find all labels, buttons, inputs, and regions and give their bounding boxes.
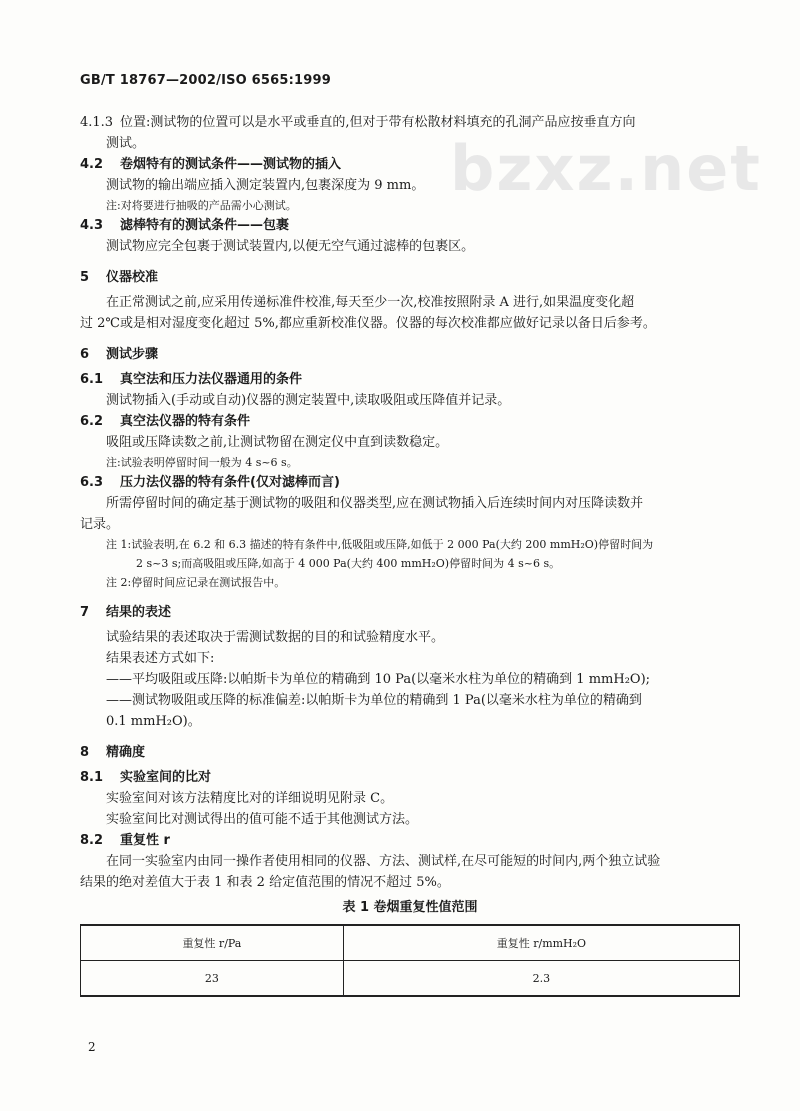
heading-6-3: 6.3 压力法仪器的特有条件(仅对滤棒而言)	[80, 475, 340, 490]
column-header: 重复性 r/mmH₂O	[343, 925, 739, 961]
paragraph: 所需停留时间的确定基于测试物的吸阻和仪器类型,应在测试物插入后连续时间内对压降读数并	[106, 496, 644, 511]
clause-number: 4.1.3	[80, 115, 114, 130]
list-item: ——平均吸阻或压降:以帕斯卡为单位的精确到 10 Pa(以毫米水柱为单位的精确到 1 mmH₂O);	[106, 672, 651, 687]
repeatability-table	[80, 924, 740, 997]
clause-4-1-3	[80, 112, 740, 133]
paragraph: 实验室间对该方法精度比对的详细说明见附录 C。	[106, 791, 394, 806]
clause-text: 位置:测试物的位置可以是水平或垂直的,但对于带有松散材料填充的孔洞产品应按垂直方向	[120, 115, 636, 130]
table-header-row	[81, 925, 740, 961]
list-item-cont: 0.1 mmH₂O)。	[106, 714, 201, 729]
document-body	[80, 112, 740, 997]
paragraph: 在同一实验室内由同一操作者使用相同的仪器、方法、测试样,在尽可能短的时间内,两个独立试验	[106, 854, 661, 869]
heading-7: 7 结果的表述	[80, 605, 172, 620]
note: 注:对将要进行抽吸的产品需小心测试。	[106, 199, 297, 212]
heading-6-1: 6.1 真空法和压力法仪器通用的条件	[80, 372, 303, 387]
paragraph: 测试物插入(手动或自动)仪器的测定装置中,读取吸阻或压降值并记录。	[106, 393, 511, 408]
note: 注:试验表明停留时间一般为 4 s~6 s。	[106, 456, 298, 469]
note-1: 注 1:试验表明,在 6.2 和 6.3 描述的特有条件中,低吸阻或压降,如低于 2 000 Pa(大约 200 mmH₂O)停留时间为	[106, 538, 654, 551]
table-title: 表 1 卷烟重复性值范围	[342, 900, 478, 915]
paragraph: 吸阻或压降读数之前,让测试物留在测定仪中直到读数稳定。	[106, 435, 449, 450]
table-row	[81, 961, 740, 997]
heading-5: 5 仪器校准	[80, 270, 159, 285]
clause-text-cont: 测试。	[106, 136, 146, 151]
paragraph: 结果表述方式如下:	[106, 651, 215, 666]
page-number: 2	[88, 1040, 96, 1054]
paragraph: 实验室间比对测试得出的值可能不适于其他测试方法。	[106, 812, 419, 827]
heading-6-2: 6.2 真空法仪器的特有条件	[80, 414, 251, 429]
paragraph: 在正常测试之前,应采用传递标准件校准,每天至少一次,校准按照附录 A 进行,如果温度变化超	[106, 295, 635, 310]
paragraph-cont: 记录。	[80, 517, 120, 532]
standard-header: GB/T 18767—2002/ISO 6565:1999	[80, 73, 332, 88]
list-item: ——测试物吸阻或压降的标准偏差:以帕斯卡为单位的精确到 1 Pa(以毫米水柱为单位的精确到	[106, 693, 642, 708]
heading-8-2: 8.2 重复性 r	[80, 833, 170, 848]
paragraph-cont: 过 2℃或是相对湿度变化超过 5%,都应重新校准仪器。仪器的每次校准都应做好记录以备日后参考。	[80, 316, 656, 331]
heading-6: 6 测试步骤	[80, 347, 159, 362]
note-2: 注 2:停留时间应记录在测试报告中。	[106, 576, 286, 589]
watermark: bzxz.net	[450, 132, 762, 205]
paragraph: 试验结果的表述取决于需测试数据的目的和试验精度水平。	[106, 630, 445, 645]
heading-4-2: 4.2 卷烟特有的测试条件——测试物的插入	[80, 157, 342, 172]
heading-4-3: 4.3 滤棒特有的测试条件——包裹	[80, 218, 290, 233]
heading-8: 8 精确度	[80, 745, 146, 760]
table-cell: 2.3	[343, 961, 739, 997]
note-1-cont: 2 s~3 s;而高吸阻或压降,如高于 4 000 Pa(大约 400 mmH₂O)停留时间为 4 s~6 s。	[136, 557, 561, 570]
paragraph: 测试物应完全包裹于测试装置内,以便无空气通过滤棒的包裹区。	[106, 239, 475, 254]
paragraph-cont: 结果的绝对差值大于表 1 和表 2 给定值范围的情况不超过 5%。	[80, 875, 450, 890]
paragraph: 测试物的输出端应插入测定装置内,包裹深度为 9 mm。	[106, 178, 425, 193]
table-cell: 23	[81, 961, 344, 997]
column-header: 重复性 r/Pa	[81, 925, 344, 961]
heading-8-1: 8.1 实验室间的比对	[80, 770, 212, 785]
